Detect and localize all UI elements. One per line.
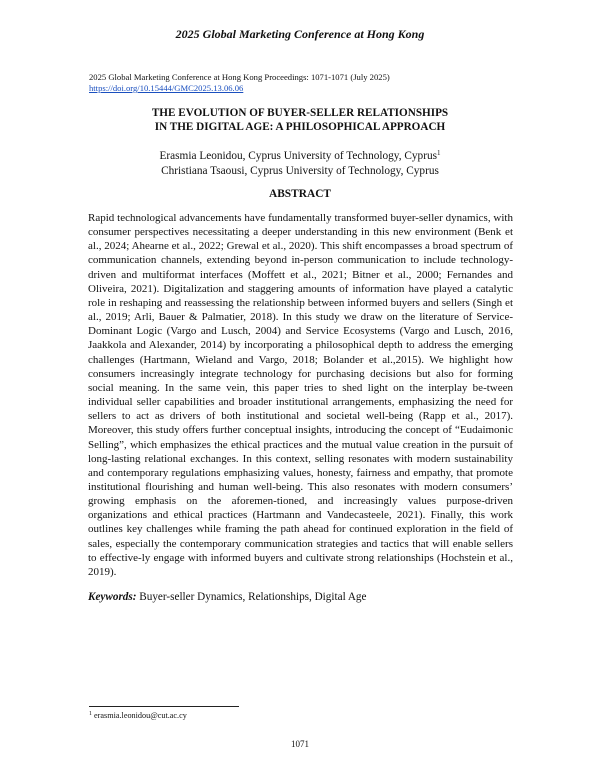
footnote — [89, 711, 187, 720]
abstract-heading: ABSTRACT — [268, 188, 332, 200]
footnote-email[interactable]: erasmia.leonidou@cut.ac.cy — [94, 711, 187, 720]
author-list — [0, 146, 600, 178]
abstract-body: Rapid technological advancements have fundamentally transformed buyer-seller dynamics, with consumer perspectives necessitating a deeper understanding in this new environment (Benk et al., 2024; Ahearne et al., 2022; Grewal et al., 2020). This shift encompasses a broad spectrum of communication channels, extending beyond in-person communication to include technology-driven and multiformat interfaces (Moffett et al., 2021; Bitner et al., 2000; Fernandes and Oliveira, 2021). Digitalization and staggering amounts of information have played a catalytic role in reshaping and reassessing the relationship between informed buyers and sellers (Singh et al., 2019; Arli, Bauer & Palmatier, 2018). In this study we draw on the literature of Service-Dominant Logic (Vargo and Lusch, 2004) and Service Ecosystems (Vargo and Lusch, 2016, Jaakkola and Alexander, 2014) by incorporating a philosophical depth to address the emerging challenges (Hartmann, Wieland and Vargo, 2018; Bolander et al.,2015). We highlight how consumers increasingly integrate technology for purchasing decisions but also for forming social meaning. In the same vein, this paper tries to shed light on the interplay be-tween individual seller capabilities and broader institutional arrangements, emphasizing the need for sellers to act as drivers of both institutional and societal well-being (Rapp et al., 2017). Moreover, this study offers further conceptual insights, introducing the concept of “Eudaimonic Selling”, which emphasizes the ethical practices and the mutual value creation in the pursuit of long-lasting relational exchanges. In this context, selling resonates with modern sustainability and contemporary regulations emphasizing values, honesty, fairness and empathy, that promote institutional flourishing and human well-being. This also resonates with modern consumers’ growing emphasis on the aforemen-tioned, and increasingly values purpose-driven organizations and ethical practices (Hartmann and Vandecasteele, 2021). Finally, this work outlines key challenges while framing the path ahead for continued exploration in the field of sales, especially the contemporary communication strategies and tactics that will enable sellers to effective-ly engage with informed buyers and cultivate strong relationships (Hochstein et al., 2019). — [88, 212, 513, 578]
title-line-1: THE EVOLUTION OF BUYER-SELLER RELATIONSHIPS — [151, 107, 449, 119]
paper-title — [0, 106, 600, 134]
page-number: 1071 — [291, 739, 309, 749]
keywords-line — [88, 591, 513, 603]
keywords-text: Buyer-seller Dynamics, Relationships, Digital Age — [139, 591, 367, 603]
running-head: 2025 Global Marketing Conference at Hong Kong — [175, 27, 425, 41]
doi-link[interactable]: https://doi.org/10.15444/GMC2025.13.06.06 — [89, 83, 244, 93]
footnote-divider — [89, 706, 239, 707]
author-2: Christiana Tsaousi, Cyprus University of Technology, Cyprus — [161, 164, 439, 177]
author-1-affiliation: Erasmia Leonidou, Cyprus University of Technology, Cyprus — [159, 150, 437, 162]
proceedings-citation: 2025 Global Marketing Conference at Hong Kong Proceedings: 1071-1071 (July 2025) — [89, 72, 390, 82]
footnote-mark: 1 — [89, 711, 92, 717]
author-1 — [0, 146, 600, 164]
keywords-label: Keywords: — [88, 591, 137, 603]
footnote-marker[interactable]: 1 — [437, 149, 441, 157]
proceedings-info — [89, 72, 390, 94]
title-line-2: IN THE DIGITAL AGE: A PHILOSOPHICAL APPROACH — [154, 121, 446, 133]
